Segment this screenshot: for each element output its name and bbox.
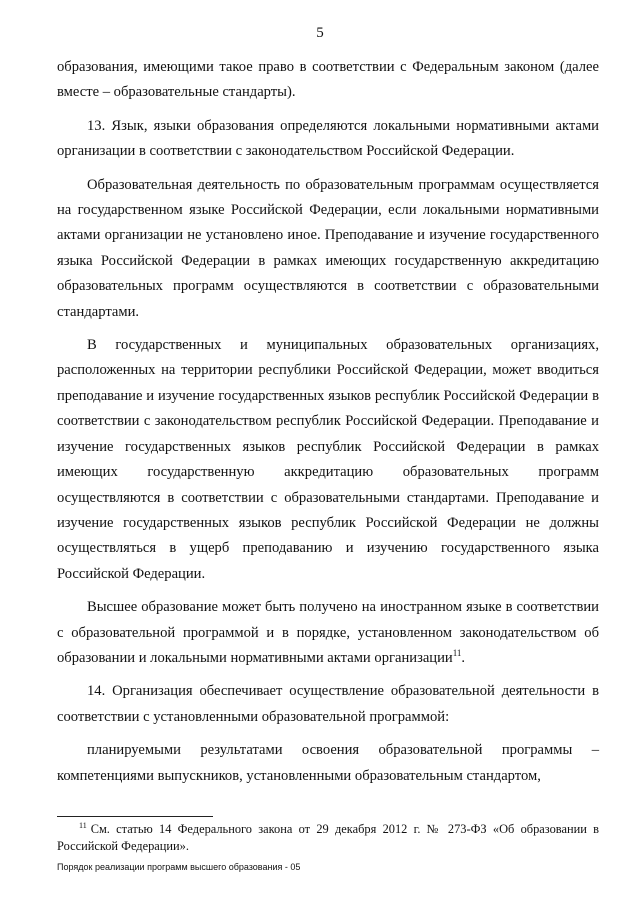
paragraph-republic-languages: В государственных и муниципальных образовательных организациях, расположенных на территории республики Российской Федерации, может вводиться преподавание и изучение государственных языков республик Российской Федерации в соответствии с законодательством республик Российской Федерации. Преподавание и изучение государственных языков республик Российской Федерации в рамках имеющих государственную аккредитацию образовательных программ осуществляются в соответствии с образовательными стандартами. Преподавание и изучение государственных языков республик Российской Федерации не должны осуществляться в ущерб преподаванию и изучению государственного языка Российской Федерации. bbox=[57, 337, 599, 582]
body-text bbox=[57, 55, 599, 789]
footnote-text: См. статью 14 Федерального закона от 29 декабря 2012 г. № 273-ФЗ «Об образовании в Российской Федерации». bbox=[57, 822, 599, 853]
footnote-divider bbox=[57, 816, 213, 817]
paragraph-continuation: образования, имеющими такое право в соответствии с Федеральным законом (далее вместе – образовательные стандарты). bbox=[57, 59, 599, 101]
paragraph-item-14: 14. Организация обеспечивает осуществление образовательной деятельности в соответствии с установленными образовательной программой: bbox=[57, 683, 599, 725]
footnote-number: 11 bbox=[79, 821, 87, 830]
footnote bbox=[57, 821, 599, 855]
paragraph-item-13: 13. Язык, языки образования определяются локальными нормативными актами организации в соответствии с законодательством Российской Федерации. bbox=[57, 117, 599, 160]
page-number: 5 bbox=[316, 25, 324, 41]
footnote-reference[interactable]: 11 bbox=[452, 647, 462, 658]
paragraph-state-language: Образовательная деятельность по образовательным программам осуществляется на государственном языке Российской Федерации, если локальными нормативными актами организации не установлено иное. Преподавание и изучение государственного языка Российской Федерации в рамках имеющих государственную аккредитацию образовательных программ осуществляются в соответствии с образовательными стандартами. bbox=[57, 176, 599, 320]
page-footer: Порядок реализации программ высшего образования - 05 bbox=[57, 862, 301, 872]
paragraph-foreign-language bbox=[57, 595, 599, 671]
paragraph-trailing-period: . bbox=[461, 649, 466, 666]
paragraph-foreign-language-text: Высшее образование может быть получено на иностранном языке в соответствии с образовательной программой и в порядке, установленном законодательством об образовании и локальными нормативными актами организации bbox=[57, 599, 599, 666]
paragraph-learning-outcomes: планируемыми результатами освоения образовательной программы – компетенциями выпускников, установленными образовательным стандартом, bbox=[57, 742, 599, 784]
